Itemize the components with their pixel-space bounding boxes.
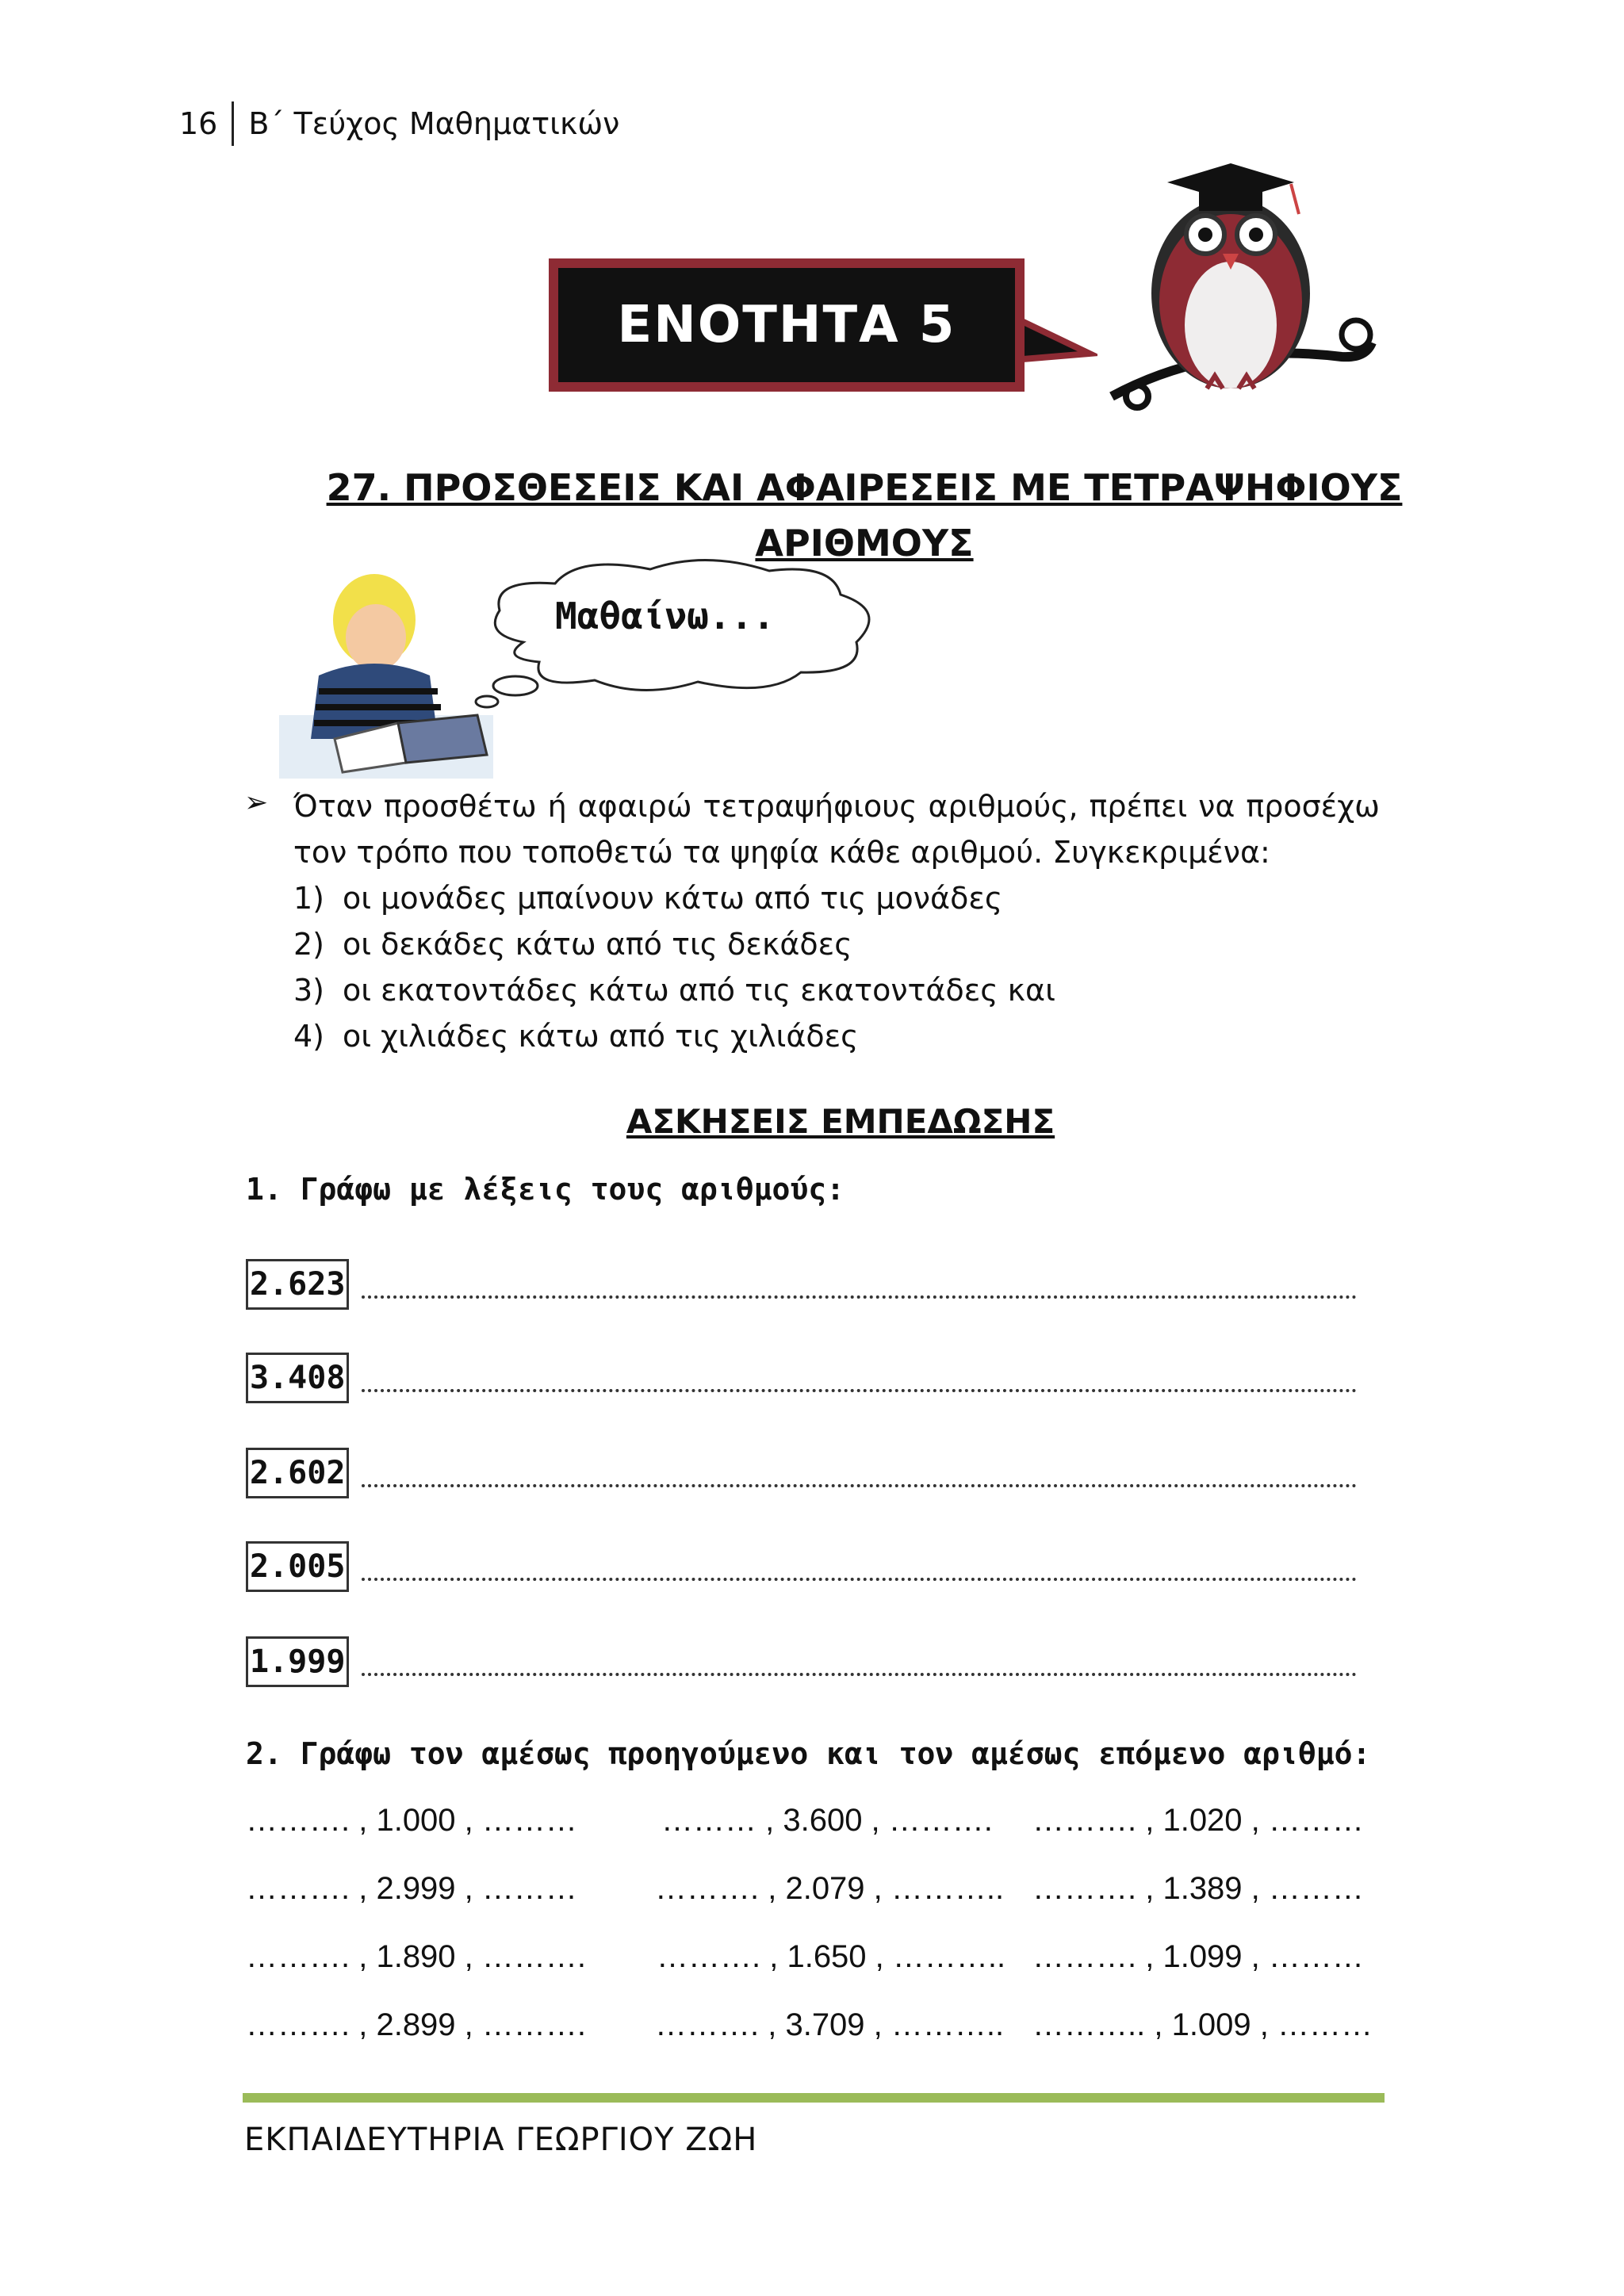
- sequence-item[interactable]: ………. , 2.079 , ………..: [655, 1871, 1005, 1906]
- sequence-item[interactable]: ………. , 1.389 , ………: [1032, 1871, 1364, 1906]
- step-number: 4): [293, 1019, 325, 1054]
- answer-line[interactable]: [362, 1670, 1357, 1676]
- book-title: Β΄ Τεύχος Μαθηματικών: [248, 106, 620, 141]
- step-number: 1): [293, 881, 325, 916]
- exercises-title: ΑΣΚΗΣΕΙΣ ΕΜΠΕΔΩΣΗΣ: [626, 1102, 1055, 1141]
- sequence-item[interactable]: ………. , 1.650 , ………..: [657, 1939, 1006, 1974]
- page-header: [179, 101, 619, 146]
- footer-text: ΕΚΠΑΙΔΕΥΤΗΡΙΑ ΓΕΩΡΓΙΟΥ ΖΩΗ: [244, 2122, 758, 2158]
- sequence-item[interactable]: ………. , 2.899 , ……….: [246, 2007, 587, 2042]
- sequence-item[interactable]: ……….. , 1.009 , ………: [1032, 2007, 1373, 2042]
- sequence-item[interactable]: ………. , 1.020 , ………: [1032, 1803, 1364, 1838]
- sequence-item[interactable]: ………. , 3.709 , ………..: [655, 2007, 1005, 2042]
- lead-paragraph: Όταν προσθέτω ή αφαιρώ τετραψήφιους αριθμούς, πρέπει να προσέχω τον τρόπο που τοποθετώ τα ψηφία κάθε αριθμού. Συγκεκριμένα:: [293, 789, 1380, 870]
- answer-line[interactable]: [362, 1481, 1357, 1487]
- sequence-item[interactable]: ………. , 1.099 , ………: [1032, 1939, 1364, 1974]
- boy-reading-icon: [279, 564, 493, 779]
- step-item: [293, 1013, 858, 1059]
- number-box: 2.602: [246, 1448, 349, 1498]
- arrow-bullet-icon: ➢: [244, 786, 269, 819]
- answer-line[interactable]: [362, 1575, 1357, 1581]
- question-1-title: 1. Γράφω με λέξεις τους αριθμούς:: [246, 1172, 845, 1207]
- sequence-item[interactable]: ………. , 1.890 , ……….: [246, 1939, 587, 1974]
- answer-line[interactable]: [362, 1386, 1357, 1392]
- owl-icon: [1104, 159, 1389, 428]
- section-title-line2: ΑΡΙΘΜΟΥΣ: [755, 522, 974, 564]
- bubble-label: Μαθαίνω...: [555, 595, 775, 637]
- number-box: 2.005: [246, 1541, 349, 1592]
- step-text: οι χιλιάδες κάτω από τις χιλιάδες: [343, 1019, 859, 1054]
- section-title-line1: 27. ΠΡΟΣΘΕΣΕΙΣ ΚΑΙ ΑΦΑΙΡΕΣΕΙΣ ΜΕ ΤΕΤΡΑΨΗΦΙΟΥΣ: [326, 466, 1403, 509]
- step-number: 2): [293, 927, 325, 962]
- number-box: 2.623: [246, 1259, 349, 1310]
- unit-banner: [549, 258, 1025, 392]
- number-box: 3.408: [246, 1353, 349, 1403]
- sequence-item[interactable]: ………. , 2.999 , ………: [246, 1871, 577, 1906]
- section-title: [238, 460, 1491, 571]
- question-2-title: 2. Γράφω τον αμέσως προηγούμενο και τον αμέσως επόμενο αριθμό:: [246, 1736, 1371, 1771]
- banner-pointer: [1013, 311, 1097, 366]
- number-box: 1.999: [246, 1636, 349, 1687]
- step-text: οι μονάδες μπαίνουν κάτω από τις μονάδες: [343, 881, 1003, 916]
- sequence-item[interactable]: ……… , 3.600 , ……….: [661, 1803, 993, 1838]
- step-number: 3): [293, 973, 325, 1008]
- step-text: οι δεκάδες κάτω από τις δεκάδες: [343, 927, 852, 962]
- step-text: οι εκατοντάδες κάτω από τις εκατοντάδες και: [343, 973, 1055, 1008]
- answer-line[interactable]: [362, 1292, 1357, 1299]
- unit-title: ΕΝΟΤΗΤΑ 5: [617, 296, 956, 354]
- step-item: [293, 921, 852, 967]
- step-item: [293, 875, 1002, 921]
- sequence-item[interactable]: ………. , 1.000 , ………: [246, 1803, 577, 1838]
- footer-divider: [243, 2093, 1385, 2103]
- page-number: 16: [179, 101, 234, 146]
- step-item: [293, 967, 1055, 1013]
